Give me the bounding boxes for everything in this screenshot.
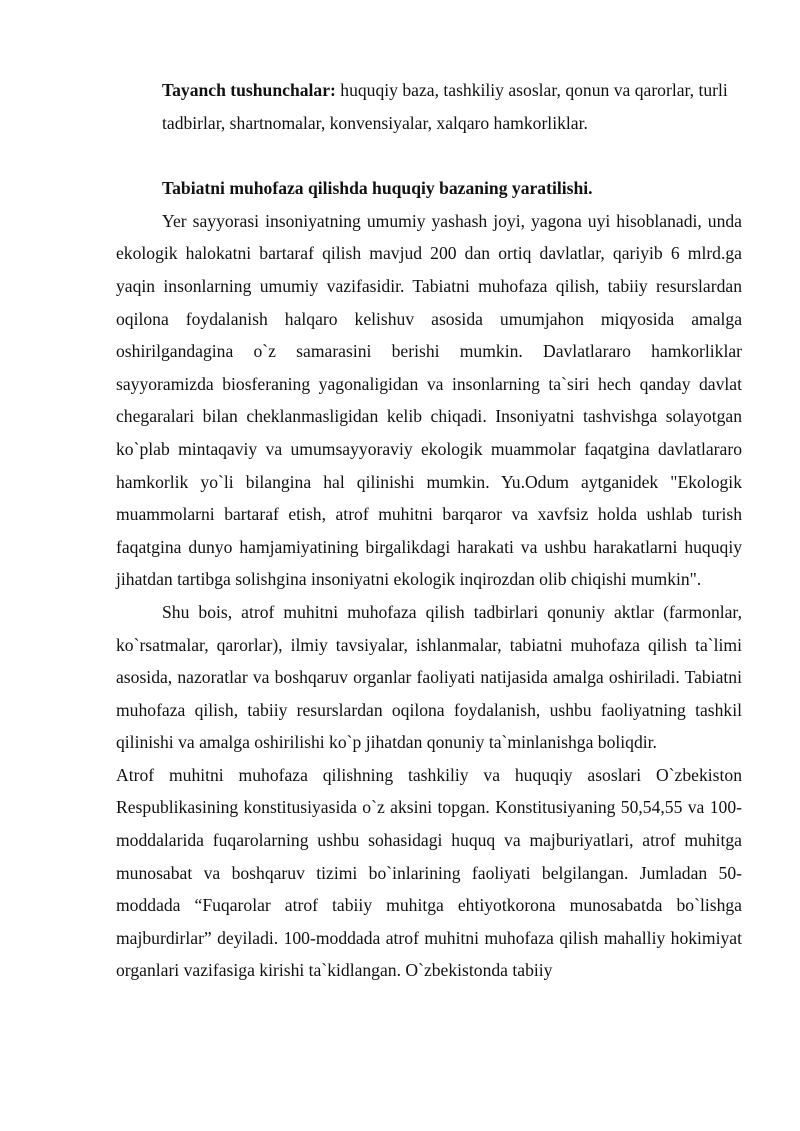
keywords-block xyxy=(116,74,742,139)
paragraph-3: Atrof muhitni muhofaza qilishning tashkiliy va huquqiy asoslari O`zbekiston Respublikasining konstitusiyasida o`z aksini topgan. Konstitusiyaning 50,54,55 va 100-moddalarida fuqarolarning ushbu sohasidagi huquq va majburiyatlari, atrof muhitga munosabat va boshqaruv tizimi bo`inlarining faoliyati belgilangan. Jumladan 50-moddada “Fuqarolar atrof tabiiy muhitga ehtiyotkorona munosabatda bo`lishga majburdirlar” deyiladi. 100-moddada atrof muhitni muhofaza qilish mahalliy hokimiyat organlari vazifasiga kirishi ta`kidlangan. O`zbekistonda tabiiy xyxy=(116,764,742,981)
section-heading: Tabiatni muhofaza qilishda huquqiy bazaning yaratilishi. xyxy=(162,178,593,199)
keywords-label: Tayanch tushunchalar: xyxy=(162,80,336,100)
paragraph-1: Yer sayyorasi insoniyatning umumiy yashash joyi, yagona uyi hisoblanadi, unda ekologik halokatni bartaraf qilish mavjud 200 dan ortiq davlatlar, qariyib 6 mlrd.ga yaqin insonlarning umumiy vazifasidir. Tabiatni muhofaza qilish, tabiiy resurslardan oqilona foydalanish halqaro kelishuv asosida umumjahon miqyosida amalga oshirilgandagina o`z samarasini berishi mumkin. Davlatlararo hamkorliklar sayyoramizda biosferaning yagonaligidan va insonlarning ta`siri hech qanday davlat chegaralari bilan cheklanmasligidan kelib chiqadi. Insoniyatni tashvishga solayotgan ko`plab mintaqaviy va umumsayyoraviy ekologik muammolar faqatgina davlatlararo hamkorlik yo`li bilangina hal qilinishi mumkin. Yu.Odum aytganidek "Ekologik muammolarni bartaraf etish, atrof muhitni barqaror va xavfsiz holda ushlab turish faqatgina dunyo hamjamiyatining birgalikdagi harakati va ushbu harakatlarni huquqiy jihatdan tartibga solishgina insoniyatni ekologik inqirozdan olib chiqishi mumkin". xyxy=(116,210,742,590)
document-body xyxy=(116,74,742,987)
keywords-text: huquqiy baza, tashkiliy asoslar, qonun va qarorlar, turli tadbirlar, shartnomalar, konvensiyalar, xalqaro hamkorliklar. xyxy=(162,80,728,133)
paragraph-2: Shu bois, atrof muhitni muhofaza qilish tadbirlari qonuniy aktlar (farmonlar, ko`rsatmalar, qarorlar), ilmiy tavsiyalar, ishlanmalar, tabiatni muhofaza qilish ta`limi asosida, nazoratlar va boshqaruv organlar faoliyati natijasida amalga oshiriladi. Tabiatni muhofaza qilish, tabiiy resurslardan oqilona foydalanish, ushbu faoliyatning tashkil qilinishi va amalga oshirilishi ko`p jihatdan qonuniy ta`minlanishga boliqdir. xyxy=(116,601,742,753)
